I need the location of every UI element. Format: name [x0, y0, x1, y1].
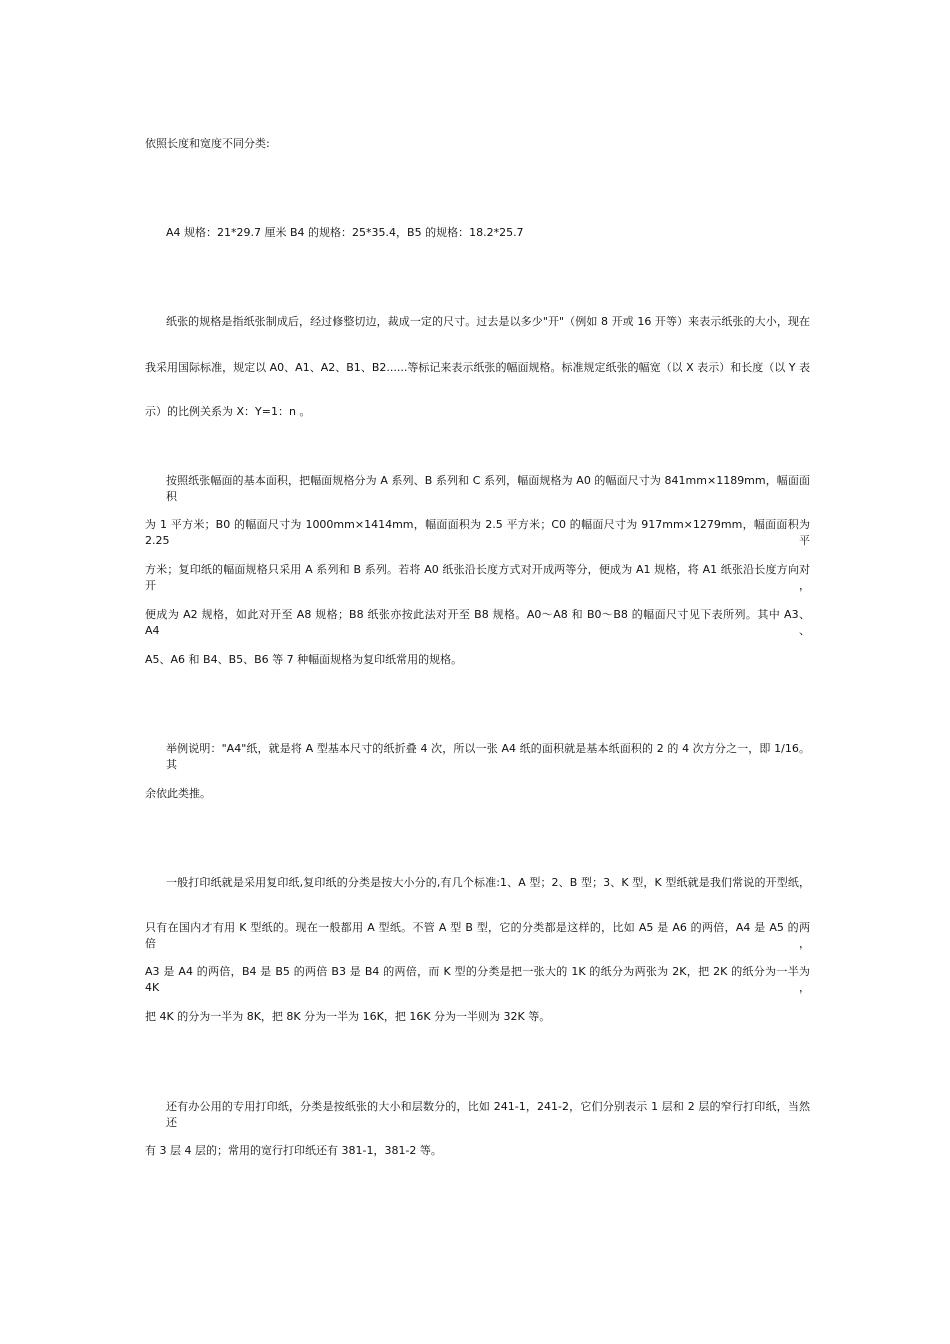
paragraph-3-line-2: 余依此类推。 [145, 787, 211, 800]
paragraph-2-line-5: A5、A6 和 B4、B5、B6 等 7 种幅面规格为复印纸常用的规格。 [145, 653, 463, 666]
paper-spec-line: A4 规格：21*29.7 厘米 B4 的规格：25*35.4，B5 的规格：18.2*25.7 [166, 226, 524, 239]
paragraph-2-line-2: 为 1 平方米；B0 的幅面尺寸为 1000mm×1414mm，幅面面积为 2.5 平方米；C0 的幅面尺寸为 917mm×1279mm，幅面面积为 2.25 平 [145, 518, 810, 547]
paragraph-5-line-1: 还有办公用的专用打印纸，分类是按纸张的大小和层数分的，比如 241-1，241-2，它们分别表示 1 层和 2 层的窄行打印纸，当然还 [166, 1100, 810, 1129]
paragraph-4-line-3: A3 是 A4 的两倍，B4 是 B5 的两倍 B3 是 B4 的两倍，而 K 型的分类是把一张大的 1K 的纸分为两张为 2K，把 2K 的纸分为一半为 4K， [145, 965, 810, 994]
paragraph-2-line-3: 方米；复印纸的幅面规格只采用 A 系列和 B 系列。若将 A0 纸张沿长度方式对开成两等分，便成为 A1 规格，将 A1 纸张沿长度方向对开， [145, 563, 810, 592]
paragraph-2-line-1: 按照纸张幅面的基本面积，把幅面规格分为 A 系列、B 系列和 C 系列，幅面规格为 A0 的幅面尺寸为 841mm×1189mm，幅面面积 [166, 474, 810, 503]
paragraph-1-line-3: 示）的比例关系为 X：Y=1：n 。 [145, 405, 311, 418]
paragraph-1-line-1: 纸张的规格是指纸张制成后，经过修整切边，裁成一定的尺寸。过去是以多少"开"（例如 8 开或 16 开等）来表示纸张的大小，现在 [166, 315, 810, 328]
paragraph-2-line-4: 便成为 A2 规格，如此对开至 A8 规格；B8 纸张亦按此法对开至 B8 规格。A0～A8 和 B0～B8 的幅面尺寸见下表所列。其中 A3、A4、 [145, 608, 810, 637]
paragraph-1-line-2: 我采用国际标准，规定以 A0、A1、A2、B1、B2......等标记来表示纸张的幅面规格。标准规定纸张的幅宽（以 X 表示）和长度（以 Y 表 [145, 361, 810, 374]
paragraph-4-line-4: 把 4K 的分为一半为 8K，把 8K 分为一半为 16K，把 16K 分为一半则为 32K 等。 [145, 1010, 551, 1023]
section-heading: 依照长度和宽度不同分类: [145, 137, 270, 150]
paragraph-3-line-1: 举例说明："A4"纸，就是将 A 型基本尺寸的纸折叠 4 次，所以一张 A4 纸的面积就是基本纸面积的 2 的 4 次方分之一，即 1/16。其 [166, 742, 810, 771]
paragraph-5-line-2: 有 3 层 4 层的；常用的宽行打印纸还有 381-1，381-2 等。 [145, 1144, 442, 1157]
paragraph-4-line-1: 一般打印纸就是采用复印纸,复印纸的分类是按大小分的,有几个标准:1、A 型；2、B 型；3、K 型，K 型纸就是我们常说的开型纸， [166, 876, 810, 889]
paragraph-4-line-2: 只有在国内才有用 K 型纸的。现在一般都用 A 型纸。不管 A 型 B 型，它的分类都是这样的，比如 A5 是 A6 的两倍，A4 是 A5 的两倍， [145, 921, 810, 950]
